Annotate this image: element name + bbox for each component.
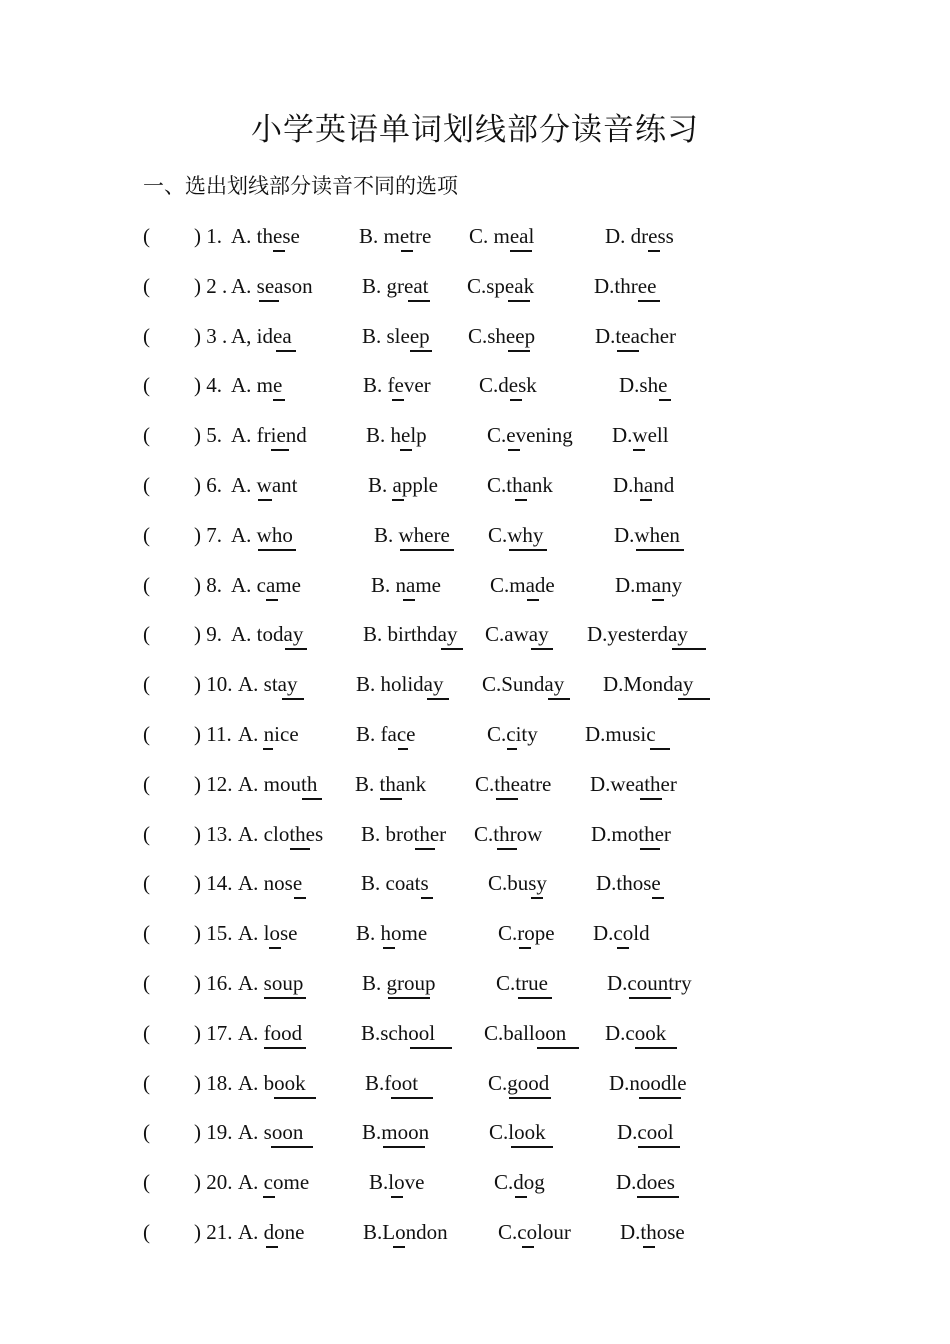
underline-mark bbox=[497, 848, 517, 850]
answer-paren-open: ( bbox=[143, 423, 150, 447]
option-a: A. want bbox=[231, 473, 298, 497]
underline-mark bbox=[636, 549, 684, 551]
underline-mark bbox=[290, 848, 310, 850]
option-b: B. birthday bbox=[363, 622, 458, 646]
underline-mark bbox=[640, 848, 660, 850]
section-heading: 一、选出划线部分读音不同的选项 bbox=[143, 174, 458, 198]
question-row bbox=[0, 622, 950, 654]
answer-paren-open: ( bbox=[143, 573, 150, 597]
question-row bbox=[0, 971, 950, 1003]
option-b: B. group bbox=[362, 971, 436, 995]
option-b: B. metre bbox=[359, 224, 432, 248]
option-c: C.sheep bbox=[468, 324, 536, 348]
underline-mark bbox=[266, 1246, 278, 1248]
underline-mark bbox=[509, 549, 547, 551]
underline-mark bbox=[274, 1097, 316, 1099]
question-number: ) 4. bbox=[194, 373, 222, 397]
question-row bbox=[0, 423, 950, 455]
underline-mark bbox=[640, 499, 652, 501]
question-row bbox=[0, 324, 950, 356]
underline-mark bbox=[518, 997, 552, 999]
option-c: C.true bbox=[496, 971, 548, 995]
answer-paren-open: ( bbox=[143, 1170, 150, 1194]
underline-mark bbox=[273, 399, 285, 401]
underline-mark bbox=[507, 748, 517, 750]
option-d: D.country bbox=[607, 971, 692, 995]
option-c: C.dog bbox=[494, 1170, 545, 1194]
underline-mark bbox=[408, 300, 430, 302]
underline-mark bbox=[263, 748, 273, 750]
question-number: ) 13. bbox=[194, 822, 233, 846]
option-c: C.theatre bbox=[475, 772, 552, 796]
answer-paren-open: ( bbox=[143, 722, 150, 746]
answer-paren-open: ( bbox=[143, 1071, 150, 1095]
underline-mark bbox=[441, 648, 463, 650]
option-d: D.three bbox=[594, 274, 657, 298]
underline-mark bbox=[383, 1146, 425, 1148]
option-c: C.evening bbox=[487, 423, 573, 447]
question-row bbox=[0, 274, 950, 306]
option-b: B.love bbox=[369, 1170, 425, 1194]
underline-mark bbox=[515, 499, 527, 501]
question-number: ) 17. bbox=[194, 1021, 233, 1045]
underline-mark bbox=[282, 698, 304, 700]
underline-mark bbox=[637, 1196, 679, 1198]
underline-mark bbox=[302, 798, 322, 800]
question-row bbox=[0, 1021, 950, 1053]
question-row bbox=[0, 722, 950, 754]
question-number: ) 11. bbox=[194, 722, 232, 746]
option-b: B. great bbox=[362, 274, 429, 298]
question-row bbox=[0, 473, 950, 505]
option-d: D.yesterday bbox=[587, 622, 688, 646]
option-c: C.rope bbox=[498, 921, 555, 945]
option-b: B. coats bbox=[361, 871, 429, 895]
option-b: B. face bbox=[356, 722, 416, 746]
underline-mark bbox=[294, 897, 306, 899]
option-a: A. nose bbox=[238, 871, 303, 895]
option-d: D.those bbox=[620, 1220, 685, 1244]
underline-mark bbox=[638, 1146, 680, 1148]
answer-paren-open: ( bbox=[143, 622, 150, 646]
underline-mark bbox=[400, 449, 412, 451]
question-number: ) 2 . bbox=[194, 274, 228, 298]
question-number: ) 5. bbox=[194, 423, 222, 447]
underline-mark bbox=[510, 399, 522, 401]
answer-paren-open: ( bbox=[143, 324, 150, 348]
underline-mark bbox=[648, 250, 660, 252]
underline-mark bbox=[617, 947, 629, 949]
question-row bbox=[0, 224, 950, 256]
underline-mark bbox=[410, 350, 432, 352]
question-number: ) 19. bbox=[194, 1120, 233, 1144]
option-b: B. name bbox=[371, 573, 441, 597]
option-b: B.school bbox=[361, 1021, 436, 1045]
underline-mark bbox=[264, 997, 306, 999]
underline-mark bbox=[388, 997, 430, 999]
option-c: C.Sunday bbox=[482, 672, 565, 696]
underline-mark bbox=[548, 698, 570, 700]
option-d: D.music bbox=[585, 722, 656, 746]
answer-paren-open: ( bbox=[143, 1021, 150, 1045]
option-d: D.teacher bbox=[595, 324, 677, 348]
option-d: D.weather bbox=[590, 772, 677, 796]
answer-paren-open: ( bbox=[143, 822, 150, 846]
option-c: C.speak bbox=[467, 274, 535, 298]
underline-mark bbox=[659, 399, 671, 401]
answer-paren-open: ( bbox=[143, 373, 150, 397]
underline-mark bbox=[271, 449, 289, 451]
answer-paren-open: ( bbox=[143, 523, 150, 547]
underline-mark bbox=[273, 250, 285, 252]
option-a: A. soon bbox=[238, 1120, 304, 1144]
underline-mark bbox=[508, 300, 530, 302]
option-d: D.cold bbox=[593, 921, 650, 945]
underline-mark bbox=[537, 1047, 579, 1049]
question-number: ) 20. bbox=[194, 1170, 233, 1194]
option-c: C.good bbox=[488, 1071, 550, 1095]
underline-mark bbox=[383, 947, 395, 949]
underline-mark bbox=[403, 599, 415, 601]
option-b: B. home bbox=[356, 921, 428, 945]
option-a: A. stay bbox=[238, 672, 298, 696]
underline-mark bbox=[415, 848, 435, 850]
underline-mark bbox=[276, 350, 296, 352]
question-number: ) 9. bbox=[194, 622, 222, 646]
option-b: B. where bbox=[374, 523, 450, 547]
underline-mark bbox=[511, 1146, 553, 1148]
option-a: A. today bbox=[231, 622, 304, 646]
underline-mark bbox=[258, 549, 296, 551]
question-row bbox=[0, 1120, 950, 1152]
question-row bbox=[0, 921, 950, 953]
underline-mark bbox=[398, 748, 408, 750]
option-c: C. meal bbox=[469, 224, 535, 248]
option-d: D.well bbox=[612, 423, 669, 447]
underline-mark bbox=[421, 897, 433, 899]
option-c: C.busy bbox=[488, 871, 547, 895]
question-number: ) 7. bbox=[194, 523, 222, 547]
underline-mark bbox=[427, 698, 449, 700]
question-number: ) 6. bbox=[194, 473, 222, 497]
underline-mark bbox=[258, 499, 272, 501]
option-d: D.those bbox=[596, 871, 661, 895]
answer-paren-open: ( bbox=[143, 921, 150, 945]
question-number: ) 10. bbox=[194, 672, 233, 696]
option-b: B. holiday bbox=[356, 672, 444, 696]
page-title: 小学英语单词划线部分读音练习 bbox=[251, 112, 699, 148]
question-number: ) 8. bbox=[194, 573, 222, 597]
underline-mark bbox=[633, 449, 645, 451]
option-a: A. come bbox=[238, 1170, 310, 1194]
question-number: ) 18. bbox=[194, 1071, 233, 1095]
answer-paren-open: ( bbox=[143, 473, 150, 497]
underline-mark bbox=[640, 798, 662, 800]
option-b: B. help bbox=[366, 423, 427, 447]
underline-mark bbox=[509, 1097, 551, 1099]
question-row bbox=[0, 1071, 950, 1103]
option-d: D.mother bbox=[591, 822, 671, 846]
option-c: C.colour bbox=[498, 1220, 571, 1244]
answer-paren-open: ( bbox=[143, 871, 150, 895]
option-a: A. these bbox=[231, 224, 300, 248]
question-number: ) 3 . bbox=[194, 324, 228, 348]
option-d: D. dress bbox=[605, 224, 674, 248]
underline-mark bbox=[522, 1246, 534, 1248]
option-a: A. mouth bbox=[238, 772, 318, 796]
question-row bbox=[0, 822, 950, 854]
answer-paren-open: ( bbox=[143, 224, 150, 248]
option-c: C.made bbox=[490, 573, 555, 597]
underline-mark bbox=[638, 300, 660, 302]
option-a: A. nice bbox=[238, 722, 299, 746]
underline-mark bbox=[519, 947, 531, 949]
option-c: C.city bbox=[487, 722, 538, 746]
option-d: D.Monday bbox=[603, 672, 694, 696]
underline-mark bbox=[264, 1047, 306, 1049]
underline-mark bbox=[393, 1246, 405, 1248]
question-row bbox=[0, 573, 950, 605]
option-b: B.London bbox=[363, 1220, 448, 1244]
option-a: A. food bbox=[238, 1021, 303, 1045]
option-c: C.desk bbox=[479, 373, 537, 397]
question-row bbox=[0, 672, 950, 704]
underline-mark bbox=[652, 599, 664, 601]
underline-mark bbox=[401, 250, 413, 252]
option-a: A. lose bbox=[238, 921, 298, 945]
underline-mark bbox=[400, 549, 454, 551]
underline-mark bbox=[391, 1196, 403, 1198]
question-number: ) 14. bbox=[194, 871, 233, 895]
option-d: D.noodle bbox=[609, 1071, 687, 1095]
option-b: B.moon bbox=[362, 1120, 430, 1144]
question-number: ) 1. bbox=[194, 224, 222, 248]
question-row bbox=[0, 772, 950, 804]
underline-mark bbox=[531, 648, 553, 650]
underline-mark bbox=[629, 997, 671, 999]
underline-mark bbox=[515, 1196, 527, 1198]
option-a: A. clothes bbox=[238, 822, 324, 846]
underline-mark bbox=[392, 499, 404, 501]
option-b: B. thank bbox=[355, 772, 427, 796]
option-c: C.why bbox=[488, 523, 544, 547]
question-number: ) 21. bbox=[194, 1220, 233, 1244]
underline-mark bbox=[496, 798, 518, 800]
answer-paren-open: ( bbox=[143, 1120, 150, 1144]
option-a: A. book bbox=[238, 1071, 306, 1095]
question-row bbox=[0, 1220, 950, 1252]
option-a: A. season bbox=[231, 274, 313, 298]
option-d: D.many bbox=[615, 573, 683, 597]
underline-mark bbox=[508, 350, 530, 352]
option-b: B. apple bbox=[368, 473, 438, 497]
option-c: C.away bbox=[485, 622, 549, 646]
option-c: C.balloon bbox=[484, 1021, 567, 1045]
underline-mark bbox=[650, 748, 670, 750]
underline-mark bbox=[380, 798, 402, 800]
answer-paren-open: ( bbox=[143, 772, 150, 796]
question-number: ) 15. bbox=[194, 921, 233, 945]
underline-mark bbox=[510, 250, 532, 252]
option-c: C.throw bbox=[474, 822, 543, 846]
option-a: A. done bbox=[238, 1220, 305, 1244]
option-b: B. fever bbox=[363, 373, 431, 397]
option-d: D.when bbox=[614, 523, 680, 547]
underline-mark bbox=[531, 897, 543, 899]
question-number: ) 12. bbox=[194, 772, 233, 796]
underline-mark bbox=[508, 449, 520, 451]
option-c: C.look bbox=[489, 1120, 546, 1144]
option-a: A, idea bbox=[231, 324, 292, 348]
underline-mark bbox=[643, 1246, 655, 1248]
answer-paren-open: ( bbox=[143, 1220, 150, 1244]
question-number: ) 16. bbox=[194, 971, 233, 995]
option-b: B. sleep bbox=[362, 324, 430, 348]
question-row bbox=[0, 1170, 950, 1202]
underline-mark bbox=[635, 1047, 677, 1049]
option-d: D.hand bbox=[613, 473, 675, 497]
option-d: D.she bbox=[619, 373, 668, 397]
underline-mark bbox=[392, 399, 404, 401]
underline-mark bbox=[617, 350, 639, 352]
underline-mark bbox=[410, 1047, 452, 1049]
option-b: B. brother bbox=[361, 822, 447, 846]
option-c: C.thank bbox=[487, 473, 553, 497]
underline-mark bbox=[285, 648, 307, 650]
underline-mark bbox=[266, 599, 278, 601]
underline-mark bbox=[259, 300, 279, 302]
option-d: D.cool bbox=[617, 1120, 674, 1144]
option-a: A. came bbox=[231, 573, 301, 597]
underline-mark bbox=[678, 698, 710, 700]
underline-mark bbox=[639, 1097, 681, 1099]
answer-paren-open: ( bbox=[143, 274, 150, 298]
underline-mark bbox=[263, 1196, 275, 1198]
underline-mark bbox=[391, 1097, 433, 1099]
option-a: A. me bbox=[231, 373, 283, 397]
option-d: D.cook bbox=[605, 1021, 667, 1045]
option-a: A. soup bbox=[238, 971, 304, 995]
underline-mark bbox=[269, 947, 281, 949]
option-d: D.does bbox=[616, 1170, 675, 1194]
underline-mark bbox=[652, 897, 664, 899]
question-row bbox=[0, 523, 950, 555]
question-row bbox=[0, 871, 950, 903]
option-b: B.foot bbox=[365, 1071, 419, 1095]
underline-mark bbox=[271, 1146, 313, 1148]
option-a: A. friend bbox=[231, 423, 307, 447]
underline-mark bbox=[672, 648, 706, 650]
option-a: A. who bbox=[231, 523, 293, 547]
answer-paren-open: ( bbox=[143, 672, 150, 696]
underline-mark bbox=[527, 599, 539, 601]
question-row bbox=[0, 373, 950, 405]
answer-paren-open: ( bbox=[143, 971, 150, 995]
